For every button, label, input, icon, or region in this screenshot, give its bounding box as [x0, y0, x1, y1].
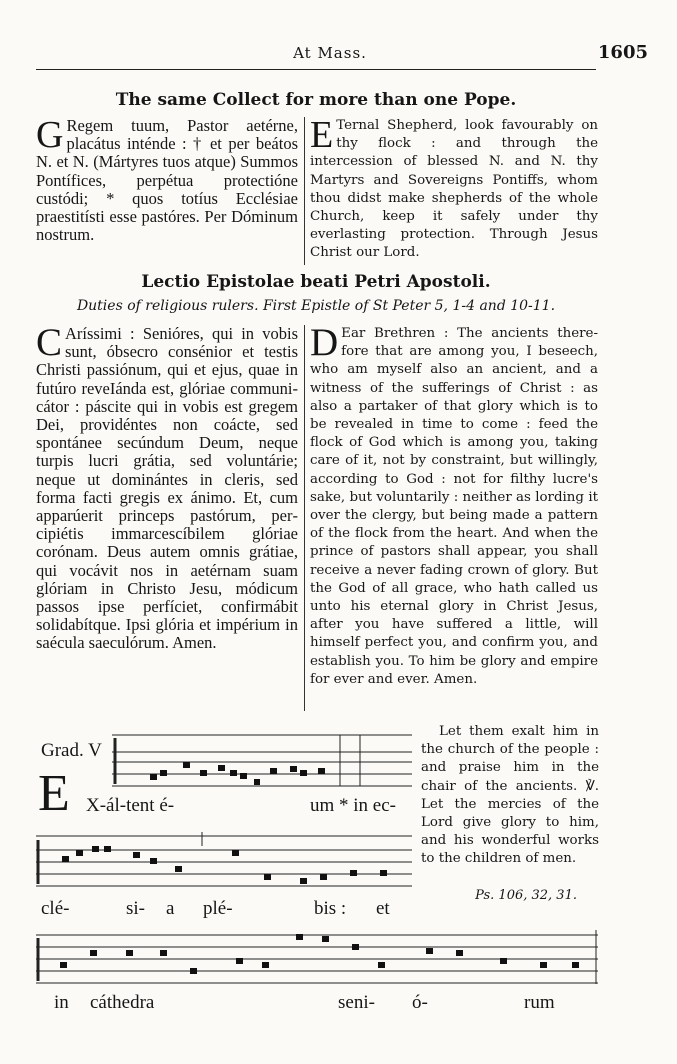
lyric-syllable: et [376, 898, 390, 919]
epistle-english-text: Ear Brethren : The ancients therefore that are among you, I beseech, who am myself also an ancient, and a witness of the sufferings of Christ : as also a partaker of that glory which is to be revealed in time to come : feed the flock of God which is among you, taking care of it, not by constraint, but willingly, according to God : not for filthy lucre's sake, but voluntarily : neither as lording it over the clergy, but being made a pattern of the flock from the heart. And when the prince of pastors shall appear, you shall receive a never fading crown of glory. But the God of all grace, who hath called us unto his eternal glory in Christ Jesus, after you have suffered a little, will himself perfect you, and confirm you, and establish you. To him be glory and empire for ever and ever. Amen. [310, 326, 598, 687]
lyric-syllable: seni- [338, 992, 375, 1013]
lyric-syllable: rum [524, 992, 555, 1013]
collect-latin-dropcap: G [36, 117, 64, 156]
chant-neumes-2 [62, 846, 387, 884]
lyric-syllable: in [54, 992, 69, 1013]
chant-staff-2 [36, 832, 412, 886]
gradual-english: Let them exalt him in the church of the people : and praise him in the chair of the ancients. ℣. Let the mercies of the Lord give glory to him, and his wonderful works to the children of men. [421, 724, 599, 867]
epistle-heading: Lectio Epistolae beati Petri Apostoli. [141, 272, 491, 292]
epistle-english-dropcap: D [310, 325, 339, 364]
lyric-syllable: si- [126, 898, 145, 919]
collect-english-dropcap: E [310, 117, 334, 156]
lyric-syllable: a [166, 898, 175, 919]
collect-latin-text: Regem tuum, Pastor aetérne, placátus inténde : † et per beátos N. et N. (Mártyres tuos atque) Summos Pontífices, perpétua protectióne custódi; * quos totíus Ecclésiae praestitísti esse pastóres. Per Dóminum nostrum. [36, 117, 298, 245]
lyric-syllable: X-ál-tent é- [86, 795, 175, 816]
running-title: At Mass. [293, 44, 367, 62]
epistle-subheading: Duties of religious rulers. First Epistle of St Peter 5, 1-4 and 10-11. [76, 298, 556, 314]
lyric-syllable: plé- [203, 898, 233, 919]
lyric-syllable: ó- [412, 992, 428, 1013]
gradual-reference: Ps. 106, 32, 31. [475, 888, 577, 903]
lyric-syllable: bis : [314, 898, 347, 919]
lyric-syllable: um * in ec- [310, 795, 397, 816]
gradual-label: Grad. V [41, 740, 102, 761]
chant-neumes-3 [60, 934, 579, 974]
epistle-latin-text: Aríssimi : Senióres, qui in vobis sunt, óbsecro consénior et testis Christi passiónum, qui et ejus, quae in futúro reveIánda est, glóriae communicátor : páscite qui in vobis est gregem Dei, providéntes non coácte, sed spontánee secúndum Deum, neque turpis lucri grátia, sed voluntárie; neque ut dominántes in cleris, sed forma facti gregis ex ánimo. Et, cum apparúerit princeps pastórum, percipiétis immarcescíbilem glóriae corónam. Deus autem omnis grátiae, qui vocávit nos in aetérnam suam glóriam in Christo Jesu, módicum passos ipse perfíciet, confirmábit solidabítque. Ipsi glória et impérium in saécula saeculórum. Amen. [36, 325, 298, 653]
collect-heading: The same Collect for more than one Pope. [115, 90, 517, 110]
collect-english-text: Ternal Shepherd, look favourably on thy flock : and through the intercession of blessed N. and N. thy Martyrs and Sovereigns Pontiffs, whom thou didst make shepherds of the whole Church, keep it safely under thy everlasting protection. Through Jesus Christ our Lord. [310, 118, 598, 261]
lyric-syllable: clé- [41, 898, 70, 919]
lyric-syllable: cáthedra [90, 992, 155, 1013]
page-number: 1605 [597, 42, 648, 63]
gradual-initial: E [38, 765, 70, 822]
chant-staff-3 [36, 930, 598, 984]
epistle-latin-dropcap: C [36, 325, 63, 364]
